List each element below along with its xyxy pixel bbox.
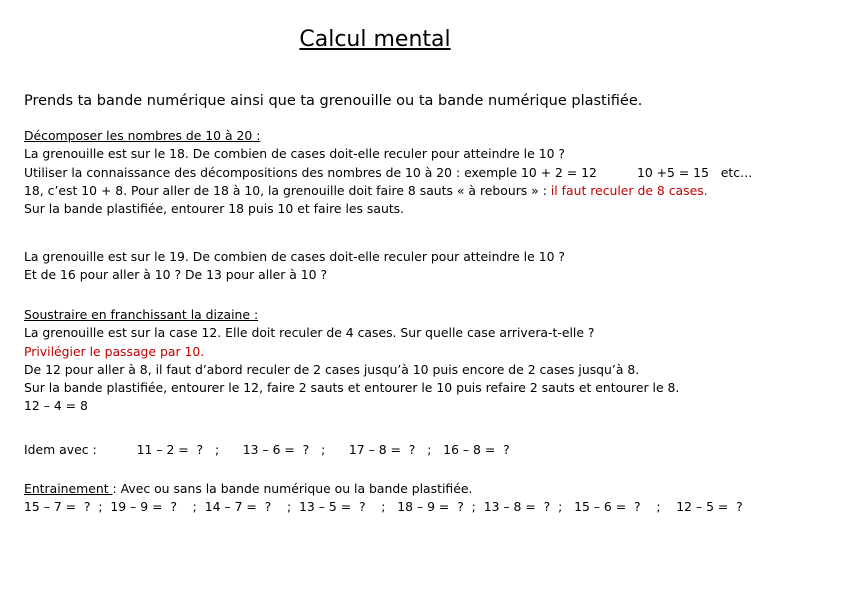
section-entrainement — [24, 480, 743, 517]
exercise-list: 15 – 7 = ? ; 19 – 9 = ? ; 14 – 7 = ? ; 13 – 5 = ? ; 18 – 9 = ? ; 13 – 8 = ? ; 15 – 6 = ? ; 12 – 5 = ? — [24, 499, 743, 515]
paragraph-line — [24, 164, 752, 182]
intro-text: Prends ta bande numérique ainsi que ta grenouille ou ta bande numérique plastifiée. — [24, 93, 643, 109]
paragraph-line — [24, 480, 743, 498]
highlight-text: il faut reculer de 8 cases. — [550, 182, 708, 198]
paragraph-text: 18, c’est 10 + 8. Pour aller de 18 à 10, la grenouille doit faire 8 sauts « à rebours » : — [24, 182, 551, 198]
paragraph-line — [24, 182, 752, 200]
paragraph-line: La grenouille est sur le 19. De combien de cases doit-elle reculer pour atteindre le 10 ? — [24, 249, 565, 264]
section-heading: Entrainement — [24, 481, 113, 496]
paragraph-line: 12 – 4 = 8 — [24, 398, 88, 414]
paragraph-line: La grenouille est sur le 18. De combien de cases doit-elle reculer pour atteindre le 10 ? — [24, 146, 565, 162]
paragraph-text: : Avec ou sans la bande numérique ou la bande plastifiée. — [112, 481, 473, 496]
exercise-list: 11 – 2 = ? ; 13 – 6 = ? ; 17 – 8 = ? ; 16 – 8 = ? — [136, 442, 510, 457]
page-title: Calcul mental — [299, 27, 451, 52]
section-soustraire — [24, 306, 679, 416]
paragraph-text: 10 +5 = 15 etc… — [636, 164, 753, 180]
paragraph-text: Utiliser la connaissance des décompositions des nombres de 10 à 20 : exemple 10 + 2 = 12 — [24, 164, 597, 180]
paragraph-line: Sur la bande plastifiée, entourer 18 puis 10 et faire les sauts. — [24, 201, 405, 217]
section-question — [24, 248, 565, 285]
exercise-line — [24, 441, 510, 459]
section-idem — [24, 441, 510, 459]
exercise-label: Idem avec : — [24, 442, 97, 457]
section-heading: Soustraire en franchissant la dizaine : — [24, 307, 259, 322]
paragraph-line: Et de 16 pour aller à 10 ? De 13 pour aller à 10 ? — [24, 267, 328, 283]
paragraph-line: La grenouille est sur la case 12. Elle doit reculer de 4 cases. Sur quelle case arrivera-t-elle ? — [24, 325, 595, 341]
highlight-text: Privilégier le passage par 10. — [24, 343, 205, 359]
section-heading: Décomposer les nombres de 10 à 20 : — [24, 128, 261, 143]
paragraph-line: Sur la bande plastifiée, entourer le 12, faire 2 sauts et entourer le 10 puis refaire 2 sauts et entourer le 8. — [24, 380, 680, 396]
section-decomposer — [24, 127, 752, 218]
paragraph-line: De 12 pour aller à 8, il faut d’abord reculer de 2 cases jusqu’à 10 puis encore de 2 cases jusqu’à 8. — [24, 361, 640, 377]
